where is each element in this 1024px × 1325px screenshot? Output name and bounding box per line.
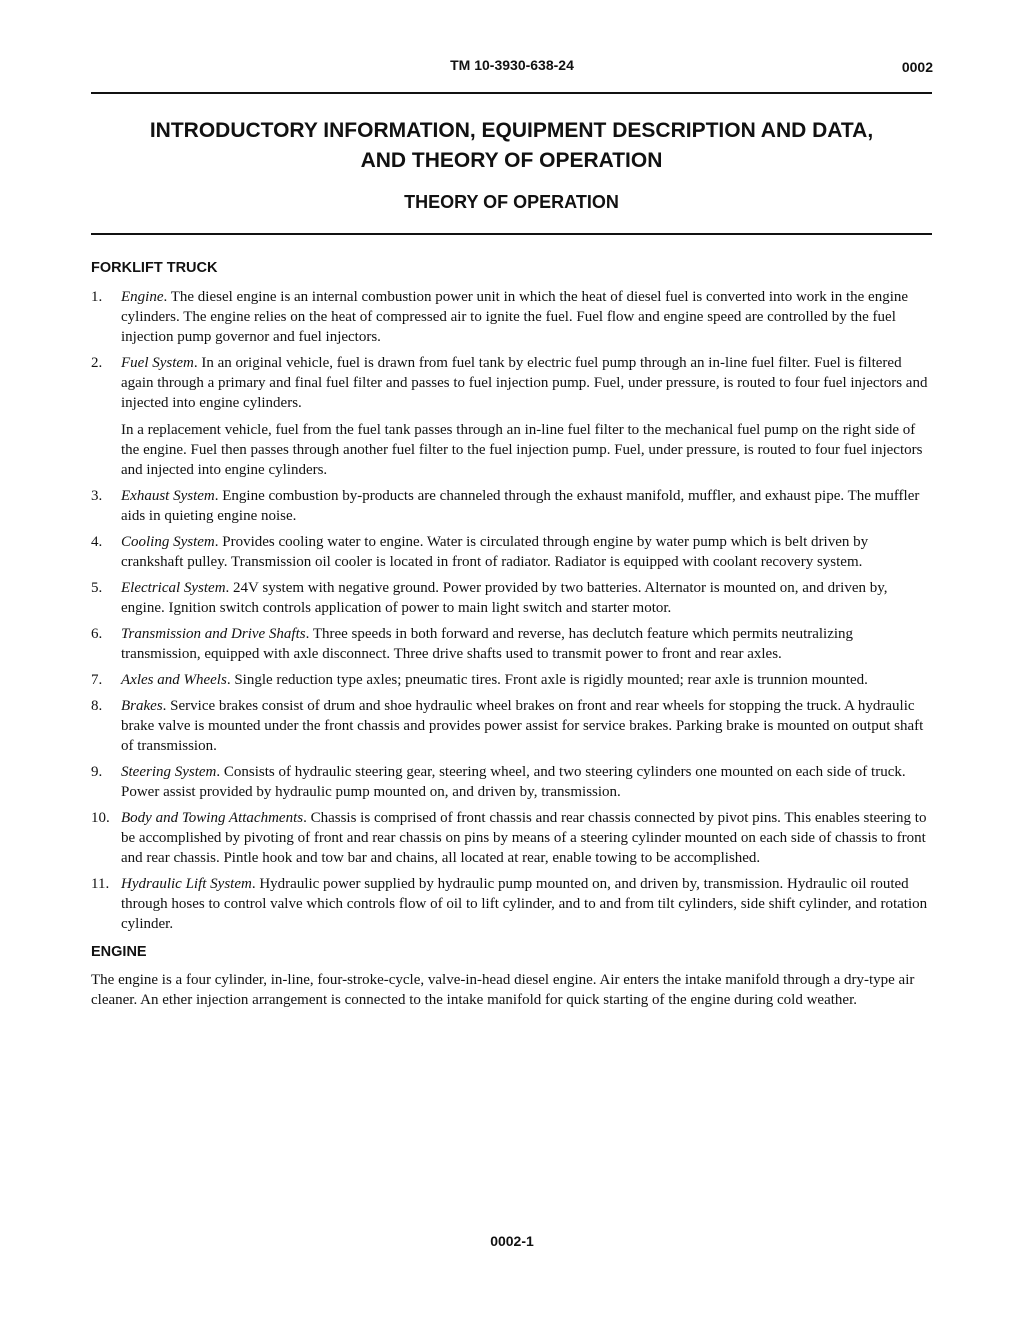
item-text (121, 578, 934, 618)
page-subtitle: THEORY OF OPERATION (404, 192, 619, 212)
item-number: 3. (91, 488, 103, 504)
item-description: . Hydraulic power supplied by hydraulic pump mounted on, and driven by, transmission. Hydraulic oil routed through hoses to control valve which controls flow of oil to lift cylinder, and to and from tilt cylinders, side shift cylinder, and rotation cylinder. (121, 876, 928, 932)
list-item (91, 696, 934, 756)
item-description: . In an original vehicle, fuel is drawn from fuel tank by electric fuel pump through an in-line fuel filter. Fuel is filtered again through a primary and final fuel filter and passes to fuel injection pump. Fuel, under pressure, is routed to four fuel injectors and injected into engine cylinders. (121, 355, 928, 411)
item-description: . The diesel engine is an internal combustion power unit in which the heat of diesel fuel is converted into work in the engine cylinders. The engine relies on the heat of compressed air to ignite the fuel. Fuel flow and engine speed are controlled by the fuel injection pump governor and fuel injectors. (121, 289, 909, 345)
item-description: . Engine combustion by-products are channeled through the exhaust manifold, muffler, and exhaust pipe. The muffler aids in quieting engine noise. (121, 488, 920, 524)
item-lead-term: Electrical System (121, 580, 226, 596)
item-description: . Service brakes consist of drum and shoe hydraulic wheel brakes on front and rear wheels for stopping the truck. A hydraulic brake valve is mounted under the front chassis and provides power assist for service brakes. Parking brake is mounted on output shaft of transmission. (121, 698, 924, 754)
item-lead-term: Exhaust System (121, 488, 215, 504)
item-description: . Provides cooling water to engine. Water is circulated through engine by water pump which is belt driven by crankshaft pulley. Transmission oil cooler is located in front of radiator. Radiator is equipped with coolant recovery system. (121, 534, 869, 570)
item-description: . Three speeds in both forward and reverse, has declutch feature which permits neutralizing transmission, equipped with axle disconnect. Three drive shafts used to transmit power to front and rear axles. (121, 626, 854, 662)
page-number: 0002-1 (490, 1233, 534, 1249)
item-text (121, 808, 934, 868)
list-item (91, 353, 934, 480)
item-extra-paragraph: In a replacement vehicle, fuel from the fuel tank passes through an in-line fuel filter to the mechanical fuel pump on the right side of the engine. Fuel then passes through another fuel filter to the fuel injection pump. Fuel, under pressure, is routed to four fuel injectors and injected into engine cylinders. (121, 422, 923, 478)
page-title (91, 116, 932, 176)
list-item (91, 808, 934, 868)
list-item (91, 624, 934, 664)
item-description: . 24V system with negative ground. Power provided by two batteries. Alternator is mounted on, and driven by, engine. Ignition switch controls application of power to main light switch and starter motor. (121, 580, 888, 616)
item-description: . Single reduction type axles; pneumatic tires. Front axle is rigidly mounted; rear axle is trunnion mounted. (226, 672, 868, 688)
item-number: 9. (91, 764, 103, 780)
item-lead-term: Engine (121, 289, 164, 305)
item-description: . Chassis is comprised of front chassis and rear chassis connected by pivot pins. This enables steering to be accomplished by pivoting of front and rear chassis on pins by means of a steering cylinder mounted on each side of chassis to front and rear chassis. Pintle hook and tow bar and chains, all located at rear, enable towing to be accomplished. (121, 810, 927, 866)
item-lead-term: Steering System (121, 764, 217, 780)
item-number: 2. (91, 355, 103, 371)
item-text (121, 486, 934, 526)
list-item (91, 578, 934, 618)
item-lead-term: Hydraulic Lift System (121, 876, 252, 892)
title-line-1: INTRODUCTORY INFORMATION, EQUIPMENT DESCRIPTION AND DATA, (149, 119, 874, 142)
document-number: TM 10-3930-638-24 (450, 57, 574, 73)
item-text (121, 353, 934, 413)
work-package-number: 0002 (901, 59, 933, 75)
item-lead-term: Fuel System (121, 355, 194, 371)
list-item (91, 486, 934, 526)
list-item (91, 874, 934, 934)
item-lead-term: Cooling System (121, 534, 215, 550)
item-text (121, 532, 934, 572)
list-item (91, 532, 934, 572)
item-lead-term: Transmission and Drive Shafts (121, 626, 306, 642)
item-text (121, 624, 934, 664)
section-heading-forklift-truck: FORKLIFT TRUCK (91, 260, 218, 276)
numbered-list (91, 287, 934, 934)
item-description: . Consists of hydraulic steering gear, steering wheel, and two steering cylinders one mounted on each side of truck. Power assist provided by hydraulic pump mounted on, and driven by, transmission. (121, 764, 906, 800)
list-item (91, 287, 934, 347)
item-text (121, 762, 934, 802)
header-rule (91, 92, 932, 94)
item-lead-term: Brakes (121, 698, 163, 714)
section-heading-engine: ENGINE (91, 944, 147, 960)
item-number: 10. (91, 810, 110, 826)
item-text (121, 696, 934, 756)
item-text (121, 287, 934, 347)
list-item (91, 762, 934, 802)
item-number: 6. (91, 626, 103, 642)
body-content (91, 258, 934, 1010)
list-item (91, 670, 934, 690)
title-rule (91, 233, 932, 235)
item-number: 1. (91, 289, 103, 305)
item-lead-term: Axles and Wheels (121, 672, 227, 688)
item-number: 11. (91, 876, 110, 892)
item-number: 7. (91, 672, 103, 688)
item-text (121, 874, 934, 934)
item-number: 5. (91, 580, 103, 596)
item-number: 8. (91, 698, 103, 714)
item-lead-term: Body and Towing Attachments (121, 810, 304, 826)
title-line-2: AND THEORY OF OPERATION (360, 149, 663, 172)
item-number: 4. (91, 534, 103, 550)
engine-paragraph: The engine is a four cylinder, in-line, four-stroke-cycle, valve-in-head diesel engine. Air enters the intake manifold through a dry-type air cleaner. An ether injection arrangement is connected to the intake manifold for quick starting of the engine during cold weather. (91, 972, 915, 1008)
item-text (121, 670, 934, 690)
